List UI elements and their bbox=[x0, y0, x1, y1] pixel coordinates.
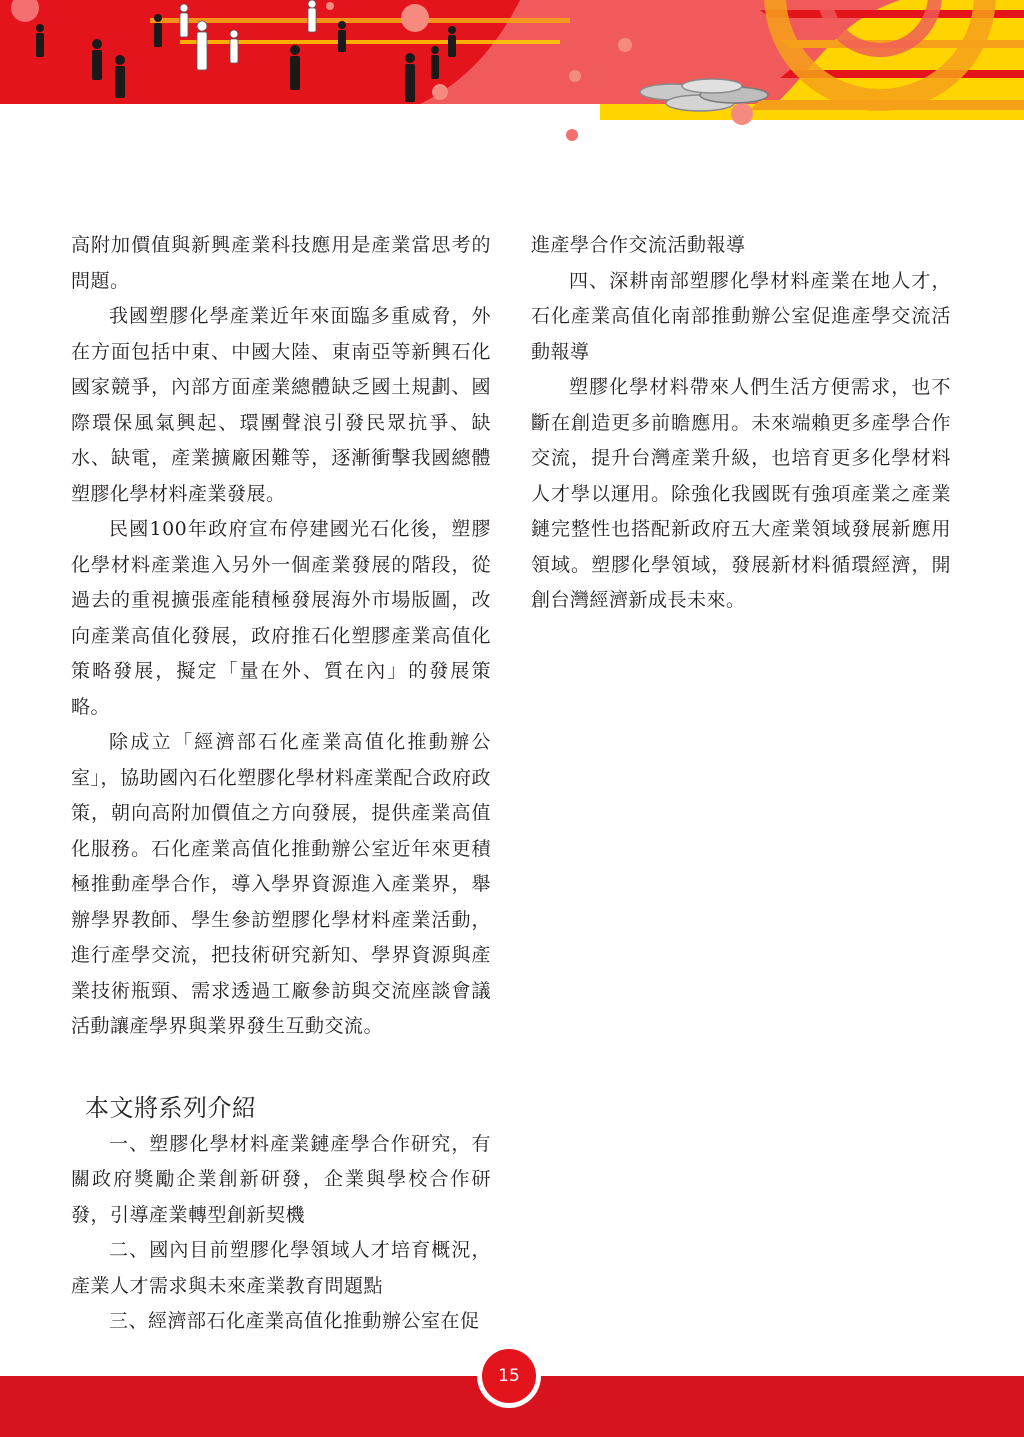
paragraph: 民國100年政府宣布停建國光石化後，塑膠化學材料產業進入另外一個產業發展的階段，從過去的重視擴張產能積極發展海外市場版圖，改向產業高值化發展，政府推石化塑膠產業高值化策略發展，擬定「量在外、質在內」的發展策略。 bbox=[71, 518, 491, 718]
series-item: 一、塑膠化學材料產業鏈產學合作研究，有關政府獎勵企業創新研發，企業與學校合作研發，引導產業轉型創新契機 bbox=[71, 1132, 491, 1226]
header-banner bbox=[0, 0, 1024, 160]
right-column bbox=[531, 228, 951, 619]
series-item: 三、經濟部石化產業高值化推動辦公室在促 bbox=[109, 1310, 480, 1332]
paragraph: 進產學合作交流活動報導 bbox=[531, 234, 746, 256]
paragraph: 高附加價值與新興產業科技應用是產業當思考的問題。 bbox=[71, 234, 491, 292]
paragraph: 塑膠化學材料帶來人們生活方便需求，也不斷在創造更多前瞻應用。未來端賴更多產學合作交流，提升台灣產業升級，也培育更多化學材料人才學以運用。除強化我國既有強項產業之產業鏈完整性也搭配新政府五大產業領域發展新應用領域。塑膠化學領域，發展新材料循環經濟，開創台灣經濟新成長未來。 bbox=[531, 376, 951, 611]
series-item: 四、深耕南部塑膠化學材料產業在地人才，石化產業高值化南部推動辦公室促進產學交流活動報導 bbox=[531, 269, 951, 363]
page-number: 15 bbox=[482, 1349, 536, 1403]
section-heading: 本文將系列介紹 bbox=[85, 1093, 257, 1122]
paragraph: 除成立「經濟部石化產業高值化推動辦公室」，協助國內石化塑膠化學材料產業配合政府政策，朝向高附加價值之方向發展，提供產業高值化服務。石化產業高值化推動辦公室近年來更積極推動產學合作，導入學界資源進入產業界，舉辦學界教師、學生參訪塑膠化學材料產業活動，進行產學交流，把技術研究新知、學界資源與產業技術瓶頸、需求透過工廠參訪與交流座談會議活動讓產學界與業界發生互動交流。 bbox=[71, 731, 491, 1037]
page-number-badge bbox=[477, 1344, 541, 1408]
section-gap bbox=[71, 1045, 491, 1091]
series-item: 二、國內目前塑膠化學領域人才培育概況，產業人才需求與未來產業教育問題點 bbox=[71, 1239, 491, 1297]
left-column bbox=[71, 228, 491, 1340]
paragraph: 我國塑膠化學產業近年來面臨多重威脅，外在方面包括中東、中國大陸、東南亞等新興石化國家競爭，內部方面產業總體缺乏國土規劃、國際環保風氣興起、環團聲浪引發民眾抗爭、缺水、缺電，產業擴廠困難等，逐漸衝擊我國總體塑膠化學材料產業發展。 bbox=[71, 305, 491, 505]
